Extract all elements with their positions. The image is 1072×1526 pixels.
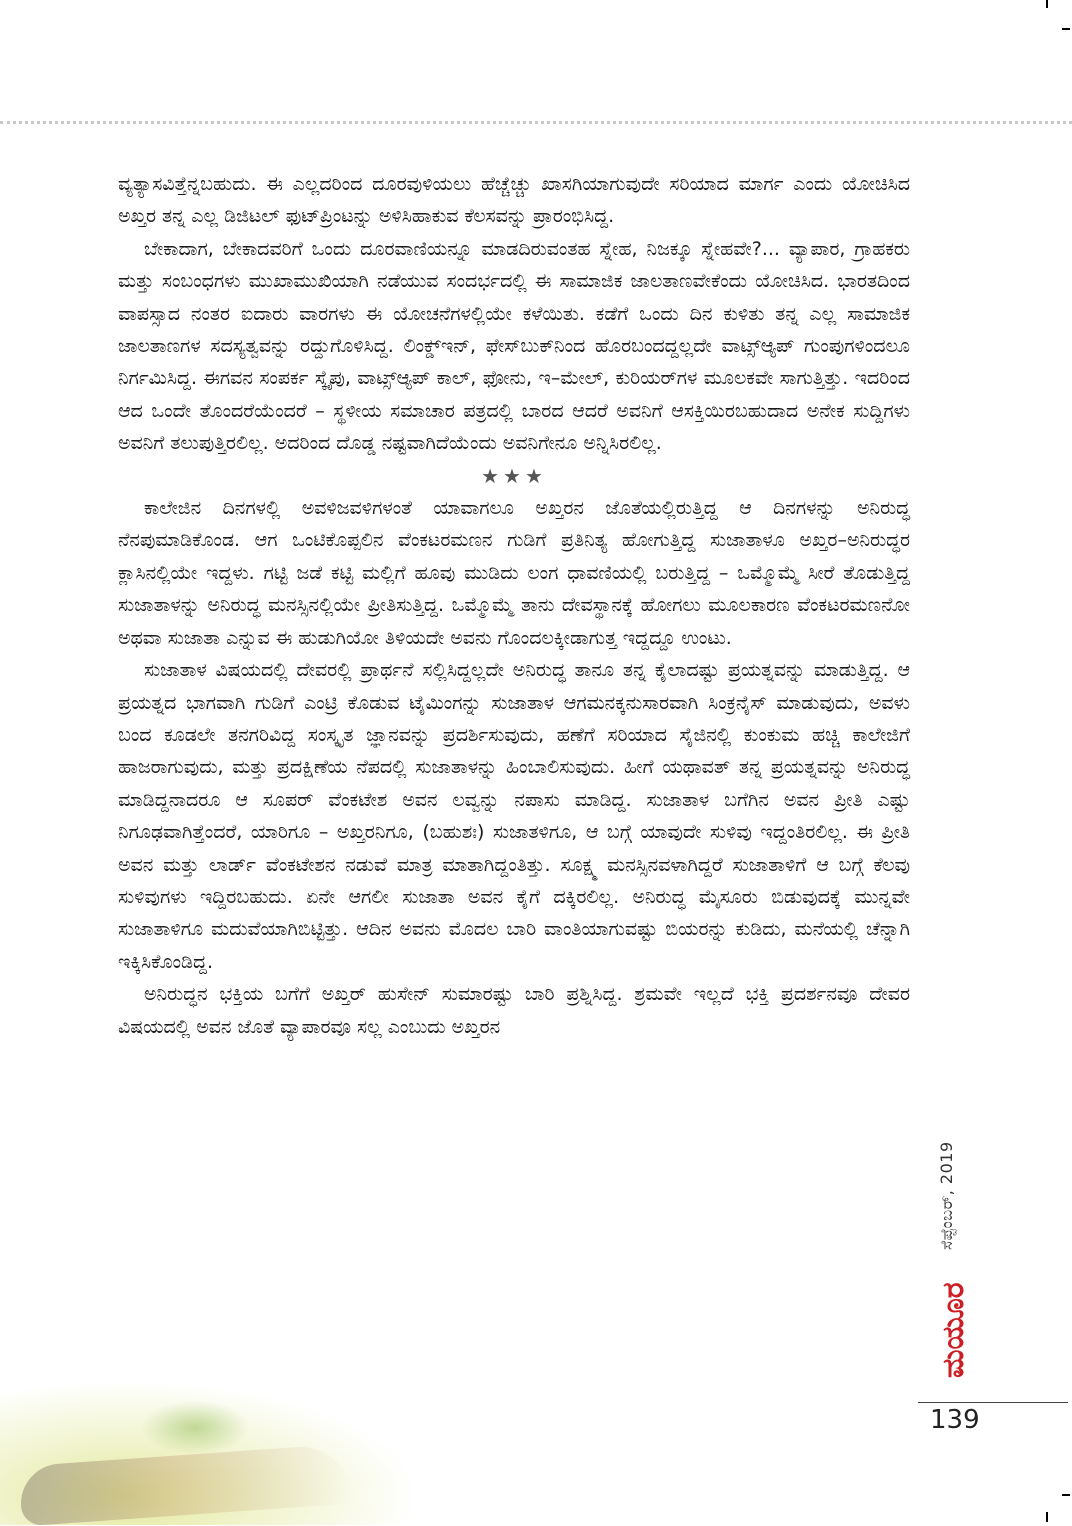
- paragraph: ಸುಜಾತಾಳ ವಿಷಯದಲ್ಲಿ ದೇವರಲ್ಲಿ ಪ್ರಾರ್ಥನೆ ಸಲ್ಲಿಸಿದ್ದಲ್ಲದೇ ಅನಿರುದ್ಧ ತಾನೂ ತನ್ನ ಕೈಲಾದಷ್ಟು ಪ್ರಯತ್ನವನ್ನು ಮಾಡುತ್ತಿದ್ದ. ಆ ಪ್ರಯತ್ನದ ಭಾಗವಾಗಿ ಗುಡಿಗೆ ಎಂಟ್ರಿ ಕೊಡುವ ಟೈಮಿಂಗನ್ನು ಸುಜಾತಾಳ ಆಗಮನಕ್ಕನುಸಾರವಾಗಿ ಸಿಂಕ್ರನೈಸ್ ಮಾಡುವುದು, ಅವಳು ಬಂದ ಕೂಡಲೇ ತನಗರಿವಿದ್ದ ಸಂಸ್ಕೃತ ಜ್ಞಾನವನ್ನು ಪ್ರದರ್ಶಿಸುವುದು, ಹಣೆಗೆ ಸರಿಯಾದ ಸೈಜಿನಲ್ಲಿ ಕುಂಕುಮ ಹಚ್ಚಿ ಕಾಲೇಜಿಗೆ ಹಾಜರಾಗುವುದು, ಮತ್ತು ಪ್ರದಕ್ಷಿಣೆಯ ನೆಪದಲ್ಲಿ ಸುಜಾತಾಳನ್ನು ಹಿಂಬಾಲಿಸುವುದು. ಹೀಗೆ ಯಥಾವತ್ ತನ್ನ ಪ್ರಯತ್ನವನ್ನು ಅನಿರುದ್ಧ ಮಾಡಿದ್ದನಾದರೂ ಆ ಸೂಪರ್ ವೆಂಕಟೇಶ ಅವನ ಲವ್ವನ್ನು ನಪಾಸು ಮಾಡಿದ್ದ. ಸುಜಾತಾಳ ಬಗೆಗಿನ ಅವನ ಪ್ರೀತಿ ಎಷ್ಟು ನಿಗೂಢವಾಗಿತ್ತೆಂದರೆ, ಯಾರಿಗೂ – ಅಖ್ತರನಿಗೂ, (ಬಹುಶಃ) ಸುಜಾತಳಿಗೂ, ಆ ಬಗ್ಗೆ ಯಾವುದೇ ಸುಳಿವು ಇದ್ದಂತಿರಲಿಲ್ಲ. ಈ ಪ್ರೀತಿ ಅವನ ಮತ್ತು ಲಾರ್ಡ್ ವೆಂಕಟೇಶನ ನಡುವೆ ಮಾತ್ರ ಮಾತಾಗಿದ್ದಂತಿತ್ತು. ಸೂಕ್ಷ್ಮ ಮನಸ್ಸಿನವಳಾಗಿದ್ದರೆ ಸುಜಾತಾಳಿಗೆ ಆ ಬಗ್ಗೆ ಕೆಲವು ಸುಳಿವುಗಳು ಇದ್ದಿರಬಹುದು. ಏನೇ ಆಗಲೀ ಸುಜಾತಾ ಅವನ ಕೈಗೆ ದಕ್ಕಿರಲಿಲ್ಲ. ಅನಿರುದ್ಧ ಮೈಸೂರು ಬಿಡುವುದಕ್ಕೆ ಮುನ್ನವೇ ಸುಜಾತಾಳಿಗೂ ಮದುವೆಯಾಗಿಬಿಟ್ಟಿತ್ತು. ಆದಿನ ಅವನು ಮೊದಲ ಬಾರಿ ವಾಂತಿಯಾಗುವಷ್ಟು ಬಿಯರನ್ನು ಕುಡಿದು, ಮನೆಯಲ್ಲಿ ಚೆನ್ನಾಗಿ ಇಕ್ಕಿಸಿಕೊಂಡಿದ್ದ.: [118, 659, 910, 973]
- paragraph: ಕಾಲೇಜಿನ ದಿನಗಳಲ್ಲಿ ಅವಳಿಜವಳಿಗಳಂತೆ ಯಾವಾಗಲೂ ಅಖ್ತರನ ಜೊತೆಯಲ್ಲಿರುತ್ತಿದ್ದ ಆ ದಿನಗಳನ್ನು ಅನಿರುದ್ಧ ನೆನಪುಮಾಡಿಕೊಂಡ. ಆಗ ಒಂಟಿಕೊಪ್ಪಲಿನ ವೆಂಕಟರಮಣನ ಗುಡಿಗೆ ಪ್ರತಿನಿತ್ಯ ಹೋಗುತ್ತಿದ್ದ ಸುಜಾತಾಳೂ ಅಖ್ತರ–ಅನಿರುದ್ಧರ ಕ್ಲಾಸಿನಲ್ಲಿಯೇ ಇದ್ದಳು. ಗಟ್ಟಿ ಜಡೆ ಕಟ್ಟಿ ಮಲ್ಲಿಗೆ ಹೂವು ಮುಡಿದು ಲಂಗ ಧಾವಣಿಯಲ್ಲಿ ಬರುತ್ತಿದ್ದ – ಒಮ್ಮೊಮ್ಮೆ ಸೀರೆ ತೊಡುತ್ತಿದ್ದ ಸುಜಾತಾಳನ್ನು ಅನಿರುದ್ಧ ಮನಸ್ಸಿನಲ್ಲಿಯೇ ಪ್ರೀತಿಸುತ್ತಿದ್ದ. ಒಮ್ಮೊಮ್ಮೆ ತಾನು ದೇವಸ್ಥಾನಕ್ಕೆ ಹೋಗಲು ಮೂಲಕಾರಣ ವೆಂಕಟರಮಣನೋ ಅಥವಾ ಸುಜಾತಾ ಎನ್ನುವ ಈ ಹುಡುಗಿಯೋ ತಿಳಿಯದೇ ಅವನು ಗೊಂದಲಕ್ಕೀಡಾಗುತ್ತ ಇದ್ದದ್ದೂ ಉಂಟು.: [118, 497, 910, 649]
- crop-mark-top-right: [1046, 0, 1048, 8]
- crop-mark-right-bottom: [1062, 1494, 1070, 1496]
- paragraph: ಅನಿರುದ್ಧನ ಭಕ್ತಿಯ ಬಗೆಗೆ ಅಖ್ತರ್ ಹುಸೇನ್ ಸುಮಾರಷ್ಟು ಬಾರಿ ಪ್ರಶ್ನಿಸಿದ್ದ. ಶ್ರಮವೇ ಇಲ್ಲದೆ ಭಕ್ತಿ ಪ್ರದರ್ಶನವೂ ದೇವರ ವಿಷಯದಲ್ಲಿ ಅವನ ಜೊತೆ ವ್ಯಾಪಾರವೂ ಸಲ್ಲ ಎಂಬುದು ಅಖ್ತರನ: [118, 983, 910, 1038]
- paragraph: ವ್ಯತ್ಯಾಸವಿತ್ತೆನ್ನಬಹುದು. ಈ ಎಲ್ಲದರಿಂದ ದೂರವುಳಿಯಲು ಹೆಚ್ಚೆಚ್ಚು ಖಾಸಗಿಯಾಗುವುದೇ ಸರಿಯಾದ ಮಾರ್ಗ ಎಂದು ಯೋಚಿಸಿದ ಅಖ್ತರ ತನ್ನ ಎಲ್ಲ ಡಿಜಿಟಲ್ ಫುಟ್‌ಪ್ರಿಂಟನ್ನು ಅಳಿಸಿಹಾಕುವ ಕೆಲಸವನ್ನು ಪ್ರಾರಂಭಿಸಿದ್ದ.: [118, 173, 910, 228]
- crop-mark-right-top: [1062, 28, 1070, 30]
- paragraph: ಬೇಕಾದಾಗ, ಬೇಕಾದವರಿಗೆ ಒಂದು ದೂರವಾಣಿಯನ್ನೂ ಮಾಡದಿರುವಂತಹ ಸ್ನೇಹ, ನಿಜಕ್ಕೂ ಸ್ನೇಹವೇ?... ವ್ಯಾಪಾರ, ಗ್ರಾಹಕರು ಮತ್ತು ಸಂಬಂಧಗಳು ಮುಖಾಮುಖಿಯಾಗಿ ನಡೆಯುವ ಸಂದರ್ಭದಲ್ಲಿ ಈ ಸಾಮಾಜಿಕ ಜಾಲತಾಣವೇಕೆಂದು ಯೋಚಿಸಿದ. ಭಾರತದಿಂದ ವಾಪಸ್ಸಾದ ನಂತರ ಐದಾರು ವಾರಗಳು ಈ ಯೋಚನೆಗಳಲ್ಲಿಯೇ ಕಳೆಯಿತು. ಕಡೆಗೆ ಒಂದು ದಿನ ಕುಳಿತು ತನ್ನ ಎಲ್ಲ ಸಾಮಾಜಿಕ ಜಾಲತಾಣಗಳ ಸದಸ್ಯತ್ವವನ್ನು ರದ್ದುಗೊಳಿಸಿದ್ದ. ಲಿಂಕ್ಡ್‌ಇನ್, ಫೇಸ್‌ಬುಕ್‌ನಿಂದ ಹೊರಬಂದದ್ದಲ್ಲದೇ ವಾಟ್ಸ್‌ಆ್ಯಪ್ ಗುಂಪುಗಳಿಂದಲೂ ನಿರ್ಗಮಿಸಿದ್ದ. ಈಗವನ ಸಂಪರ್ಕ ಸ್ಕೈಪು, ವಾಟ್ಸ್‌ಆ್ಯಪ್ ಕಾಲ್, ಫೋನು, ಇ–ಮೇಲ್, ಕುರಿಯರ್‌ಗಳ ಮೂಲಕವೇ ಸಾಗುತ್ತಿತ್ತು. ಇದರಿಂದ ಆದ ಒಂದೇ ತೊಂದರೆಯೆಂದರೆ – ಸ್ಥಳೀಯ ಸಮಾಚಾರ ಪತ್ರದಲ್ಲಿ ಬಾರದ ಆದರೆ ಅವನಿಗೆ ಆಸಕ್ತಿಯಿರಬಹುದಾದ ಅನೇಕ ಸುದ್ದಿಗಳು ಅವನಿಗೆ ತಲುಪುತ್ತಿರಲಿಲ್ಲ. ಅದರಿಂದ ದೊಡ್ಡ ನಷ್ಟವಾಗಿದೆಯೆಂದು ಅವನಿಗೇನೂ ಅನ್ನಿಸಿರಲಿಲ್ಲ.: [118, 237, 910, 455]
- page-number: 139: [930, 1405, 980, 1435]
- section-separator: ★★★: [481, 463, 547, 488]
- page-number-rule: [918, 1402, 1068, 1403]
- crop-mark-bottom-right: [1046, 1512, 1048, 1522]
- issue-date: ಸೆಪ್ಟೆಂಬರ್, 2019: [937, 1141, 956, 1250]
- header-dotted-rule: [0, 121, 1072, 124]
- article-body: [118, 168, 910, 1043]
- magazine-masthead: ಮಯೂರ: [936, 1282, 971, 1378]
- decorative-leaf: [140, 1400, 250, 1455]
